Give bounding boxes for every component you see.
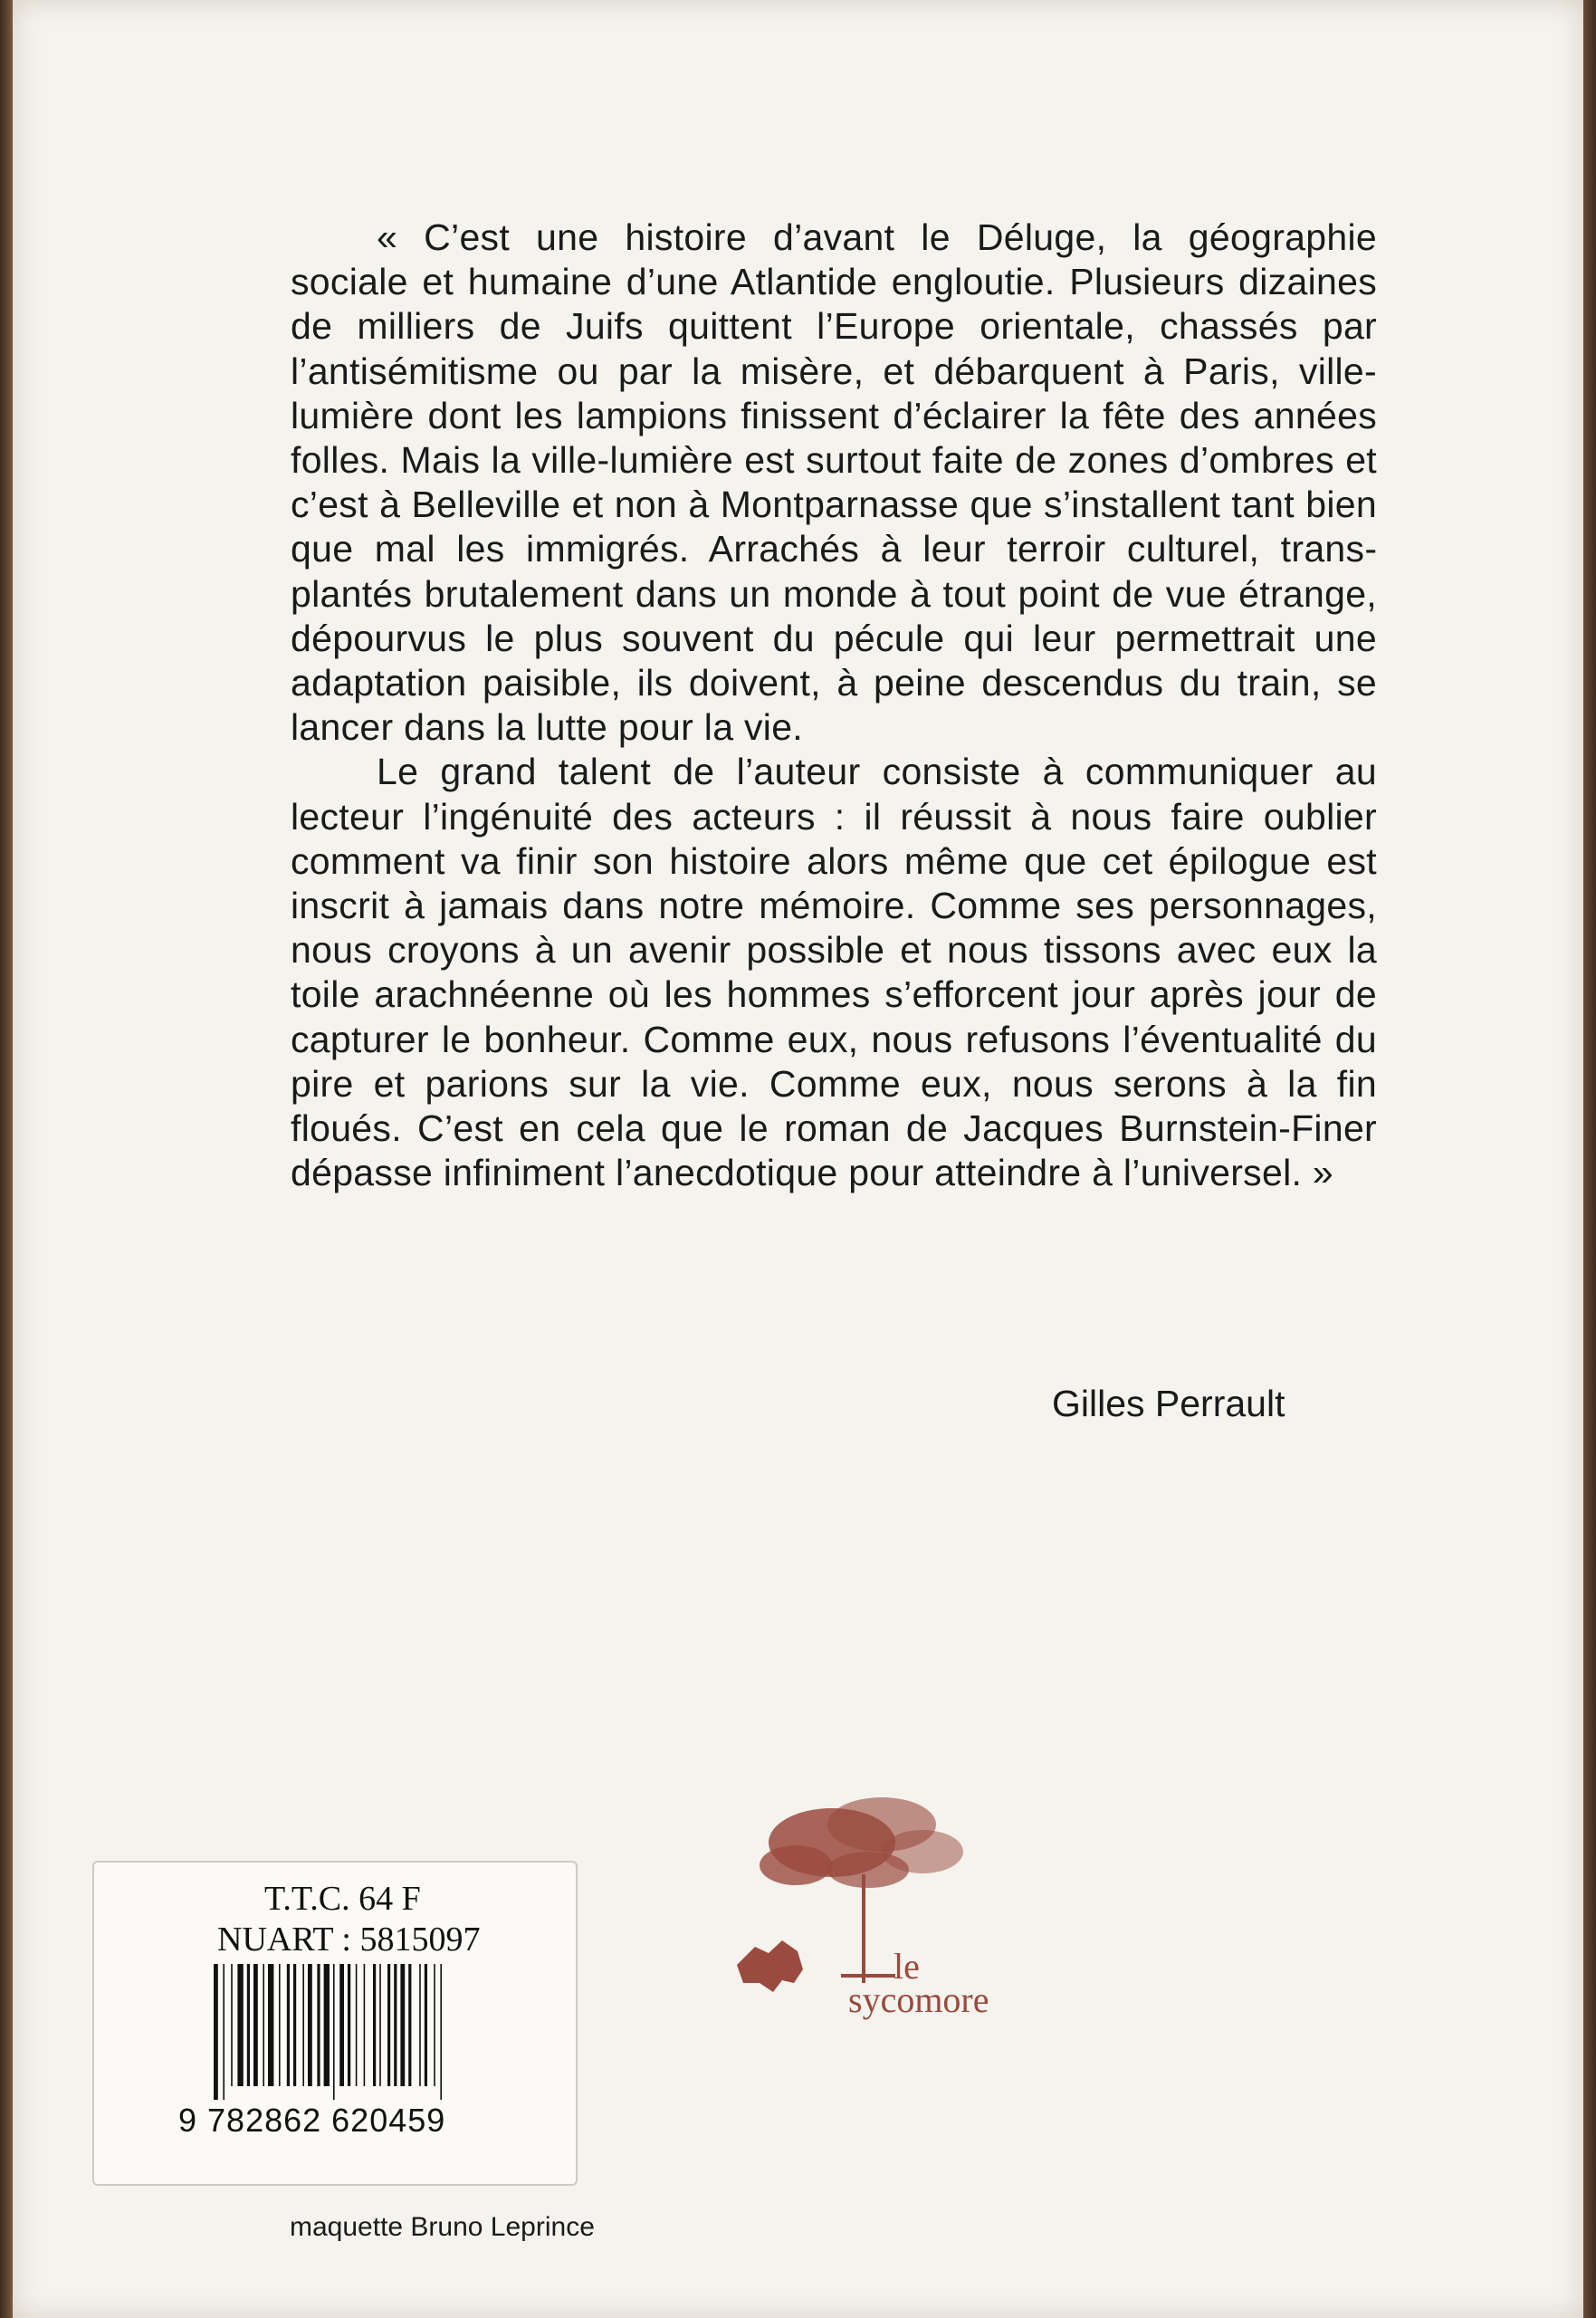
barcode-bar (419, 1964, 421, 2086)
barcode-bar (348, 1964, 350, 2086)
barcode-bar (302, 1964, 304, 2086)
barcode-bar (364, 1964, 366, 2086)
barcode-bar (317, 1964, 320, 2086)
barcode-bar (440, 1964, 442, 2100)
barcode-bar (214, 1964, 218, 2100)
publisher-name-line2: sycomore (848, 1979, 989, 2020)
barcode-bar (394, 1964, 397, 2086)
barcode-bar (263, 1964, 264, 2086)
barcode-bar (268, 1964, 273, 2086)
barcode-bar (387, 1964, 390, 2086)
barcode-bar (279, 1964, 281, 2086)
barcode-bar (324, 1964, 330, 2086)
barcode-bar (408, 1964, 411, 2086)
barcode-bar (223, 1964, 225, 2100)
barcode-bar (400, 1964, 405, 2086)
back-cover (13, 0, 1583, 2318)
price-sticker (92, 1861, 578, 2186)
blurb-paragraph-1: « C’est une histoire d’avant le Déluge, la géographie sociale et humaine d’une Atlantide engloutie. Plusieurs dizaines de milliers de Juifs quittent l’Europe orientale, chassés par l’antisémitisme ou par la misère, et débarquent à Paris, ville-lumière dont les lampions finissent d’éclairer la fête des années folles. Mais la ville-lumière est surtout faite de zones d’ombres et c’est à Belleville et non à Montparnasse que s’installent tant bien que mal les immigrés. Arrachés à leur terroir culturel, transplantés brutalement dans un monde à tout point de vue étrange, dépourvus le plus souvent du pécule qui leur permettrait une adaptation paisible, ils doivent, à peine descendus du train, se lancer dans la lutte pour la vie. (291, 216, 1377, 749)
barcode-bar (231, 1964, 233, 2086)
isbn-number: 9 782862 620459 (178, 2102, 446, 2139)
barcode-image (210, 1964, 608, 2118)
barcode-bar (293, 1964, 296, 2086)
design-credit: maquette Bruno Leprince (290, 2212, 595, 2242)
barcode-bar (379, 1964, 381, 2086)
barcode-bar (339, 1964, 344, 2086)
book-edge-left (0, 0, 13, 2318)
blurb-text (291, 216, 1377, 1195)
blurb-author: Gilles Perrault (1052, 1383, 1285, 1424)
barcode-bar (237, 1964, 243, 2086)
barcode-bar (287, 1964, 290, 2086)
barcode-bar (247, 1964, 250, 2086)
barcode-bar (253, 1964, 258, 2086)
barcode-bar (308, 1964, 312, 2086)
price-line: T.T.C. 64 F (264, 1880, 421, 1918)
barcode-bar (333, 1964, 335, 2100)
nuart-line: NUART : 5815097 (217, 1920, 481, 1959)
barcode-bar (356, 1964, 358, 2086)
barcode-bar (425, 1964, 427, 2086)
publisher-name-line1: le (894, 1946, 920, 1987)
barcode-bar (373, 1964, 376, 2086)
book-edge-right (1583, 0, 1596, 2318)
barcode-bar (434, 1964, 435, 2086)
blurb-paragraph-2: Le grand talent de l’auteur consiste à communiquer au lecteur l’ingénuité des acteurs : il réussit à nous faire oublier comment va finir son histoire alors même que cet épilogue est inscrit à jamais dans notre mémoire. Comme ses personnages, nous croyons à un avenir possible et nous tissons avec eux la toile arachnéenne où les hommes s’efforcent jour après jour de capturer le bonheur. Comme eux, nous refusons l’éventualité du pire et parions sur la vie. Comme eux, nous serons à la fin floués. C’est en cela que le roman de Jacques Burnstein-Finer dépasse infiniment l’anecdotique pour atteindre à l’universel. » (291, 751, 1377, 1194)
publisher-logo (732, 1788, 1031, 2033)
